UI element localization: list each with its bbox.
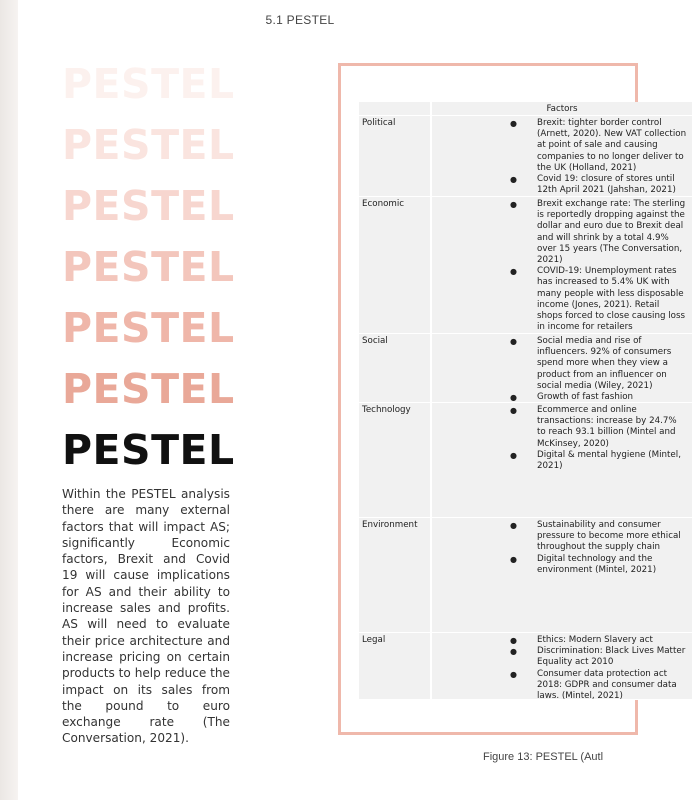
list-item: ● Brexit: tighter border control (Arnett, 2020). New VAT collection at point of sale and causing companies to no longer deliver to the UK (Holland, 2021) (510, 118, 687, 173)
bullet-icon: ● (510, 200, 517, 209)
list-item: ● Covid 19: closure of stores until 12th April 2021 (Jahshan, 2021) (510, 174, 676, 196)
bullet-icon: ● (510, 647, 517, 657)
header-factors-cell: Factors (432, 102, 692, 115)
list-item: ● Discrimination: Black Lives Matter Equality act 2010 (510, 646, 686, 668)
table-row-legal (359, 633, 692, 700)
list-item: ● Consumer data protection act 2018: GDPR and consumer data laws. (Mintel, 2021) (510, 668, 677, 702)
bullet-icon: ● (510, 119, 517, 128)
page-edge-shadow (0, 0, 18, 800)
table-row-economic (359, 197, 692, 334)
bullet-icon: ● (510, 393, 517, 403)
list-item: ● Digital & mental hygiene (Mintel, 2021) (510, 449, 681, 472)
pestel-word-faded-6: PESTEL (62, 365, 235, 413)
factor-label: Political (359, 116, 432, 196)
list-item: ● Brexit exchange rate: The sterling is reportedly dropping against the dollar and euro due to Brexit deal and will shrink by a total 4.9% over 15 years (The Conversation, 2021) (510, 199, 686, 266)
figure-caption: Figure 13: PESTEL (Autl (483, 751, 604, 763)
table-row-technology (359, 403, 692, 518)
list-item: ● Ecommerce and online transactions: increase by 24.7% to reach 93.1 billion (Mintel and McKinsey, 2020) (510, 405, 677, 449)
pestel-word-faded-4: PESTEL (62, 243, 235, 291)
list-item: ● Ethics: Modern Slavery act (510, 635, 653, 645)
list-item: ● Digital technology and the environment (Mintel, 2021) (510, 553, 657, 575)
bullet-icon: ● (510, 669, 517, 679)
table-header-row (359, 102, 692, 116)
bullet-icon: ● (510, 636, 517, 645)
pestel-word-faded-5: PESTEL (62, 304, 235, 352)
header-empty-cell (359, 102, 432, 115)
bullet-icon: ● (510, 450, 517, 460)
factor-label: Environment (359, 518, 432, 632)
pestel-word-stack (62, 54, 235, 481)
bullet-icon: ● (510, 521, 517, 530)
pestel-heading: PESTEL (62, 426, 235, 474)
bullet-icon: ● (510, 267, 517, 277)
list-item: ● Social media and rise of influencers. 92% of consumers spend more when they view a product from an influencer on social media (Wiley, 2021) (510, 336, 672, 391)
list-item: ● COVID-19: Unemployment rates has increased to 5.4% UK with many people with less disposable income (Jones, 2021). Retail shops forced to close causing loss in income for retailers (510, 266, 686, 333)
list-item: ● Sustainability and consumer pressure to become more ethical throughout the supply chain (510, 520, 681, 553)
pestel-word-faded-1: PESTEL (62, 60, 235, 108)
pestel-word-faded-2: PESTEL (62, 121, 235, 169)
bullet-icon: ● (510, 337, 517, 346)
pestel-word-faded-3: PESTEL (62, 182, 235, 230)
table-row-social (359, 334, 692, 403)
list-item: ● Growth of fast fashion (510, 392, 634, 403)
table-row-environment (359, 518, 692, 633)
pestel-table (359, 102, 692, 700)
section-title: 5.1 PESTEL (265, 13, 335, 27)
bullet-icon: ● (510, 406, 517, 415)
bullet-icon: ● (510, 554, 517, 564)
analysis-paragraph: Within the PESTEL analysis there are many external factors that will impact AS; significantly Economic factors, Brexit and Covid 19 will cause implications for AS and their ability to increase sales and profits. AS will need to evaluate their price architecture and increase pricing on certain products to help reduce the impact on its sales from the pound to euro exchange rate (The Conversation, 2021). (62, 487, 230, 746)
factor-label: Social (359, 334, 432, 402)
factor-label: Technology (359, 403, 432, 517)
factor-label: Legal (359, 633, 432, 699)
factor-label: Economic (359, 197, 432, 333)
bullet-icon: ● (510, 175, 517, 185)
table-row-political (359, 116, 692, 197)
